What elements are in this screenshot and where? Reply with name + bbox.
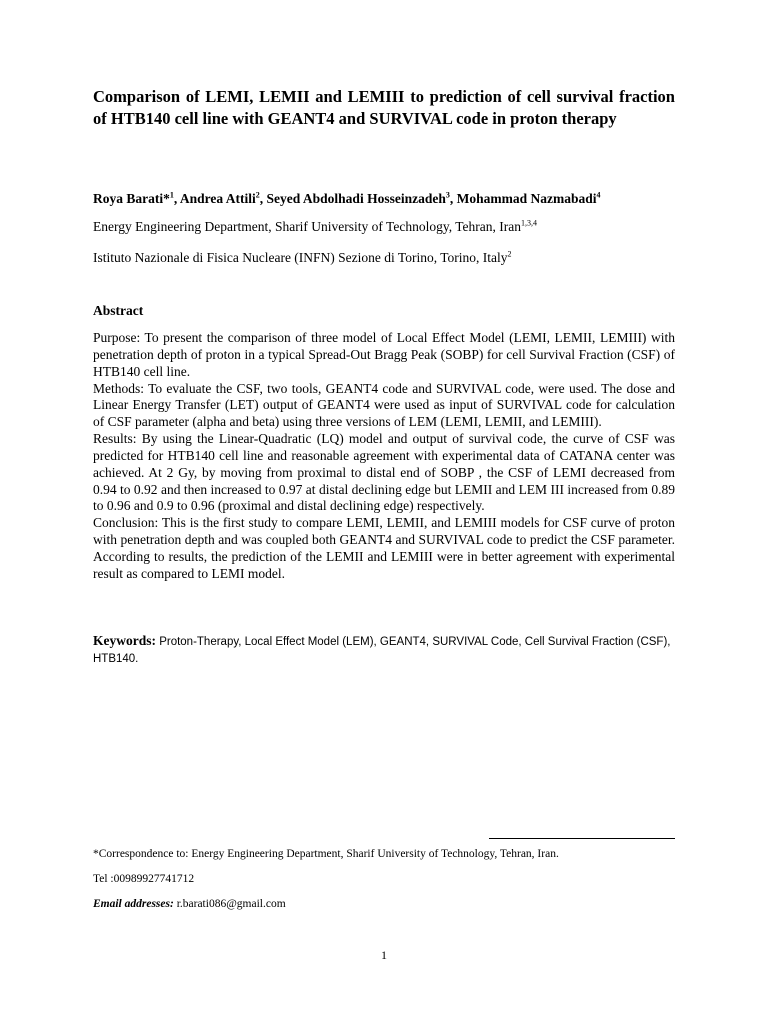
author-name: Mohammad Nazmabadi — [456, 191, 597, 206]
affiliation — [93, 218, 693, 236]
abstract-conclusion: Conclusion: This is the first study to compare LEMI, LEMII, and LEMIII models for CSF curve of proton with penetration depth and was coupled both GEANT4 and SURVIVAL code to predict the CSF parameter. According to results, the prediction of the LEMII and LEMIII were in better agreement with experimental result as compared to LEMI model. — [93, 515, 675, 581]
author-affiliation-mark: 2 — [255, 190, 260, 200]
email-label: Email addresses: — [93, 898, 174, 910]
affiliation — [93, 249, 693, 267]
keywords-text: Proton-Therapy, Local Effect Model (LEM), GEANT4, SURVIVAL Code, Cell Survival Fraction (CSF), HTB140. — [93, 636, 671, 665]
abstract-methods: Methods: To evaluate the CSF, two tools, GEANT4 code and SURVIVAL code, were used. The dose and Linear Energy Transfer (LET) output of GEANT4 were used as input of SURVIVAL code for calculation of CSF parameter (alpha and beta) using three versions of LEM (LEMI, LEMII, and LEMIII). — [93, 380, 675, 430]
affiliation-text: Istituto Nazionale di Fisica Nucleare (INFN) Sezione di Torino, Torino, Italy — [93, 250, 508, 265]
footnote-telephone: Tel :00989927741712 — [93, 873, 195, 885]
keywords — [93, 632, 675, 668]
abstract-purpose: Purpose: To present the comparison of three model of Local Effect Model (LEMI, LEMII, LEMIII) with penetration depth of proton in a typical Spread-Out Bragg Peak (SOBP) for cell Survival Fraction (CSF) of HTB140 cell line. — [93, 330, 675, 379]
keywords-label: Keywords: — [93, 633, 156, 648]
author-affiliation-mark: 4 — [596, 190, 601, 200]
footnote-correspondence: *Correspondence to: Energy Engineering Department, Sharif University of Technology, Tehran, Iran. — [93, 848, 559, 860]
author-affiliation-mark: 1 — [169, 190, 174, 200]
footnote-divider — [489, 838, 675, 839]
author-name: Seyed Abdolhadi Hosseinzadeh — [266, 191, 446, 206]
footnote-email — [93, 897, 693, 911]
paper-title: Comparison of LEMI, LEMII and LEMIII to prediction of cell survival fraction of HTB140 cell line with GEANT4 and SURVIVAL code in proton therapy — [93, 87, 675, 128]
abstract-body — [93, 330, 675, 583]
page-number: 1 — [381, 948, 387, 962]
abstract-heading: Abstract — [93, 303, 144, 318]
affiliation-mark: 1,3,4 — [521, 218, 537, 228]
affiliation-mark: 2 — [507, 249, 512, 259]
abstract-results: Results: By using the Linear-Quadratic (LQ) model and output of survival code, the curve of CSF was predicted for HTB140 cell line and reasonable agreement with experimental data of CATANA center was achieved. At 2 Gy, by moving from proximal to distal end of SOBP , the CSF of LEMI decreased from 0.94 to 0.92 and then increased to 0.97 at distal declining edge but LEMII and LEM III increased from 0.89 to 0.96 and 0.9 to 0.96 (proximal and distal declining edge) respectively. — [93, 431, 675, 514]
author-name: Roya Barati* — [93, 191, 170, 206]
email-address: r.barati086@gmail.com — [173, 898, 286, 910]
affiliation-text: Energy Engineering Department, Sharif University of Technology, Tehran, Iran — [93, 219, 521, 234]
author-affiliation-mark: 3 — [445, 190, 450, 200]
author-name: Andrea Attili — [179, 191, 256, 206]
author-list: Roya Barati*$^1$, Andrea Attili$^2$, Seyed Abdolhadi Hosseinzadeh$^3$, Mohammad Nazmabadi$^4$ — [93, 190, 601, 206]
